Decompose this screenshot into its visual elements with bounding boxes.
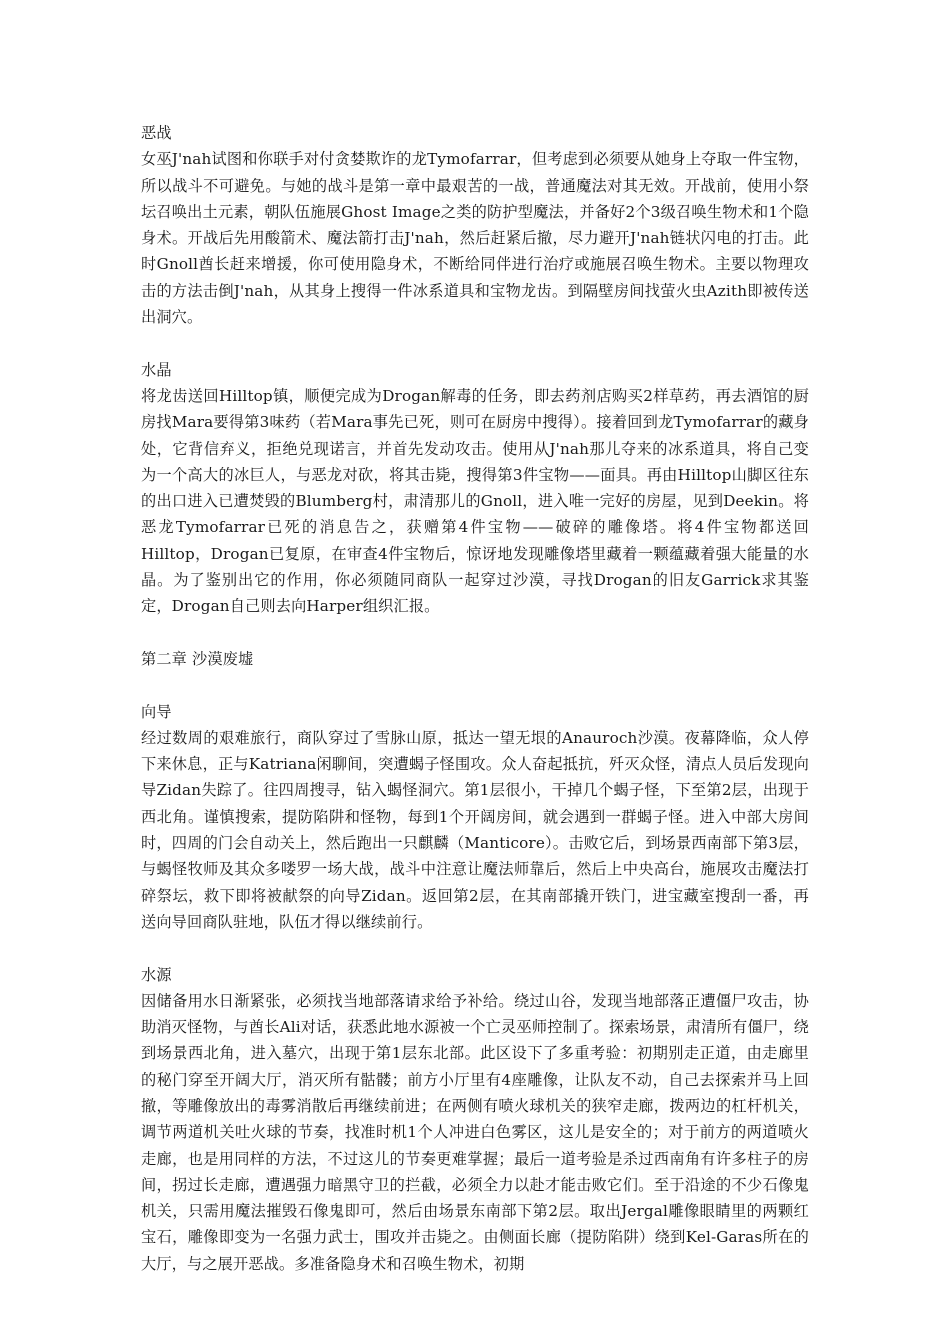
section-xiang-dao (141, 699, 809, 936)
section-e-zhan (141, 120, 809, 330)
chapter-title: 第二章 沙漠废墟 (141, 649, 254, 668)
section-heading: 水源 (141, 965, 172, 984)
document-page (141, 120, 809, 1277)
section-body: 经过数周的艰难旅行，商队穿过了雪脉山原，抵达一望无垠的Anauroch沙漠。夜幕降临，众人停下来休息，正与Katriana闲聊间，突遭蝎子怪围攻。众人奋起抵抗，歼灭众怪，清点人员后发现向导Zidan失踪了。往四周搜寻，钻入蝎怪洞穴。第1层很小，干掉几个蝎子怪，下至第2层，出现于西北角。谨慎搜索，提防陷阱和怪物，每到1个开阔房间，就会遇到一群蝎子怪。进入中部大房间时，四周的门会自动关上，然后跑出一只麒麟（Manticore）。击败它后，到场景西南部下第3层，与蝎怪牧师及其众多喽罗一场大战，战斗中注意让魔法师靠后，然后上中央高台，施展攻击魔法打碎祭坛，救下即将被献祭的向导Zidan。返回第2层，在其南部撬开铁门，进宝藏室搜刮一番，再送向导回商队驻地，队伍才得以继续前行。 (141, 728, 809, 931)
section-heading: 水晶 (141, 360, 172, 379)
section-shui-yuan (141, 962, 809, 1278)
paragraph-gap (141, 330, 809, 356)
paragraph-gap (141, 672, 809, 698)
paragraph-gap (141, 620, 809, 646)
section-body: 将龙齿送回Hilltop镇，顺便完成为Drogan解毒的任务，即去药剂店购买2样草药，再去酒馆的厨房找Mara要得第3味药（若Mara事先已死，则可在厨房中搜得）。接着回到龙Tymofarrar的藏身处，它背信弃义，拒绝兑现诺言，并首先发动攻击。使用从J'nah那儿夺来的冰系道具，将自己变为一个高大的冰巨人，与恶龙对砍，将其击毙，搜得第3件宝物——面具。再由Hilltop山脚区往东的出口进入已遭焚毁的Blumberg村，肃清那儿的Gnoll，进入唯一完好的房屋，见到Deekin。将恶龙Tymofarrar已死的消息告之，获赠第4件宝物——破碎的雕像塔。将4件宝物都送回Hilltop，Drogan已复原，在审查4件宝物后，惊讶地发现雕像塔里藏着一颗蕴藏着强大能量的水晶。为了鉴别出它的作用，你必须随同商队一起穿过沙漠，寻找Drogan的旧友Garrick求其鉴定，Drogan自己则去向Harper组织汇报。 (141, 386, 809, 616)
section-body: 因储备用水日渐紧张，必须找当地部落请求给予补给。绕过山谷，发现当地部落正遭僵尸攻击，协助消灭怪物，与酋长Ali对话，获悉此地水源被一个亡灵巫师控制了。探索场景，肃清所有僵尸，绕到场景西北角，进入墓穴，出现于第1层东北部。此区设下了多重考验：初期别走正道，由走廊里的秘门穿至开阔大厅，消灭所有骷髅；前方小厅里有4座雕像，让队友不动，自己去探索并马上回撤，等雕像放出的毒雾消散后再继续前进；在两侧有喷火球机关的狭窄走廊，拨两边的杠杆机关，调节两道机关吐火球的节奏，找准时机1个人冲进白色雾区，这儿是安全的；对于前方的两道喷火走廊，也是用同样的方法，不过这儿的节奏更难掌握；最后一道考验是杀过西南角有许多柱子的房间，拐过长走廊，遭遇强力暗黑守卫的拦截，必须全力以赴才能击败它们。至于沿途的不少石像鬼机关，只需用魔法摧毁石像鬼即可，然后由场景东南部下第2层。取出Jergal雕像眼睛里的两颗红宝石，雕像即变为一名强力武士，围攻并击毙之。由侧面长廊（提防陷阱）绕到Kel-Garas所在的大厅，与之展开恶战。多准备隐身术和召唤生物术，初期 (141, 991, 809, 1273)
section-heading: 向导 (141, 702, 172, 721)
section-heading: 恶战 (141, 124, 172, 142)
paragraph-gap (141, 935, 809, 961)
section-shui-jing (141, 357, 809, 620)
chapter-title-section (141, 646, 809, 672)
section-body: 女巫J'nah试图和你联手对付贪婪欺诈的龙Tymofarrar，但考虑到必须要从她身上夺取一件宝物，所以战斗不可避免。与她的战斗是第一章中最艰苦的一战，普通魔法对其无效。开战前，使用小祭坛召唤出土元素，朝队伍施展Ghost Image之类的防护型魔法，并备好2个3级召唤生物术和1个隐身术。开战后先用酸箭术、魔法箭打击J'nah，然后赶紧后撤，尽力避开J'nah链状闪电的打击。此时Gnoll酋长赶来增援，你可使用隐身术，不断给同伴进行治疗或施展召唤生物术。主要以物理攻击的方法击倒J'nah，从其身上搜得一件冰系道具和宝物龙齿。到隔壁房间找萤火虫Azith即被传送出洞穴。 (141, 150, 809, 327)
